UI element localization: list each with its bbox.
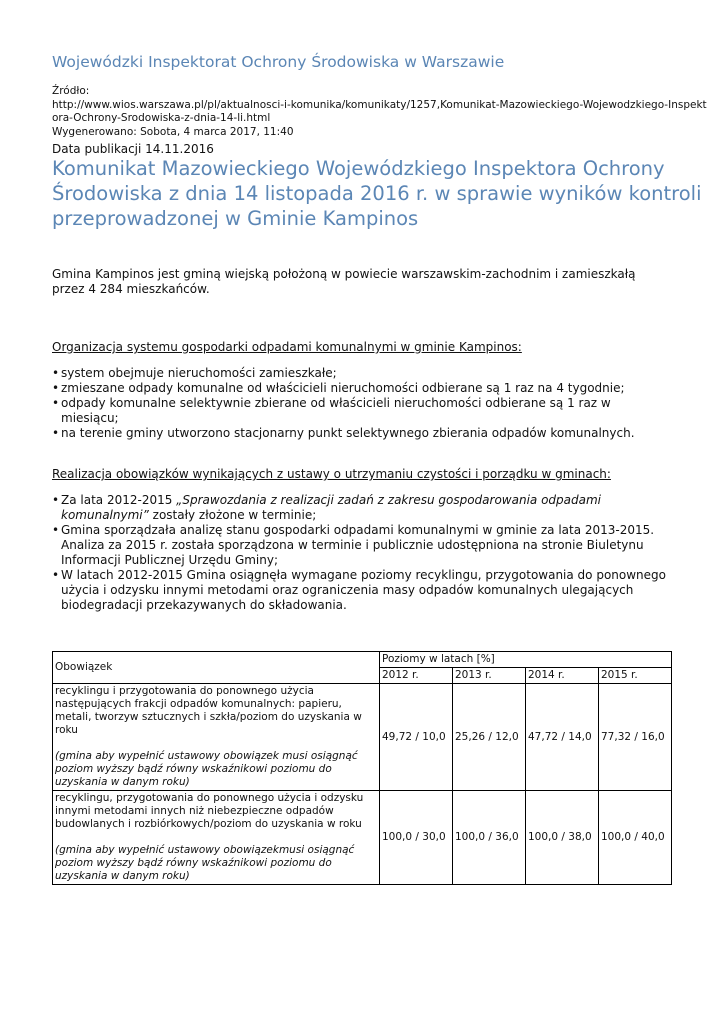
recycling-levels-table	[52, 651, 672, 885]
article-title-line-1: Komunikat Mazowieckiego Wojewódzkiego Inspektora Ochrony	[52, 157, 665, 180]
section-heading-obligations: Realizacja obowiązków wynikających z ustawy o utrzymaniu czystości i porządku w gminach:	[52, 467, 611, 481]
list-item: • system obejmuje nieruchomości zamieszkałe;	[52, 366, 667, 381]
value-cell: 100,0 / 40,0	[599, 791, 672, 885]
list-item: • W latach 2012-2015 Gmina osiągnęła wymagane poziomy recyklingu, przygotowania do ponownego użycia i odzysku innymi metodami oraz ograniczenia masy odpadów komunalnych ulegających biodegradacji przekazywanych do składowania.	[52, 568, 667, 613]
value-cell: 25,26 / 12,0	[453, 684, 526, 791]
generated-timestamp: Wygenerowano: Sobota, 4 marca 2017, 11:40	[52, 125, 294, 138]
intro-paragraph: Gmina Kampinos jest gminą wiejską położoną w powiecie warszawskim-zachodnim i zamieszkałą przez 4 284 mieszkańców.	[52, 267, 636, 296]
value-cell: 100,0 / 36,0	[453, 791, 526, 885]
obligation-note: (gmina aby wypełnić ustawowy obowiązek musi osiągnąć poziom wyższy bądź równy wskaźnikowi poziomu do uzyskania w danym roku)	[55, 750, 358, 788]
header-year: 2015 r.	[599, 668, 672, 684]
table-header-row	[53, 652, 672, 668]
report-title-italic: „Sprawozdania z realizacji zadań z zakresu gospodarowania odpadami komunalnymi”	[61, 493, 601, 522]
obligation-cell	[53, 684, 380, 791]
publication-date: Data publikacji 14.11.2016	[52, 142, 214, 156]
header-year: 2012 r.	[380, 668, 453, 684]
section-heading-organization: Organizacja systemu gospodarki odpadami komunalnymi w gminie Kampinos:	[52, 340, 522, 354]
list-item: • na terenie gminy utworzono stacjonarny punkt selektywnego zbierania odpadów komunalnych.	[52, 426, 667, 441]
organization-title: Wojewódzki Inspektorat Ochrony Środowiska w Warszawie	[52, 53, 505, 71]
list-item: • zmieszane odpady komunalne od właścicieli nieruchomości odbierane są 1 raz na 4 tygodnie;	[52, 381, 667, 396]
list-item: • odpady komunalne selektywnie zbierane od właścicieli nieruchomości odbierane są 1 raz w miesiącu;	[52, 396, 667, 426]
obligation-cell	[53, 791, 380, 885]
obligation-text: recyklingu i przygotowania do ponownego użycia następujących frakcji odpadów komunalnych: papieru, metali, tworzyw sztucznych i szkła/poziom do uzyskania w roku	[55, 685, 362, 736]
value-cell: 49,72 / 10,0	[380, 684, 453, 791]
value-cell: 100,0 / 30,0	[380, 791, 453, 885]
organization-list	[52, 366, 667, 441]
obligations-list	[52, 493, 667, 613]
value-cell: 100,0 / 38,0	[526, 791, 599, 885]
article-title-line-2: Środowiska z dnia 14 listopada 2016 r. w sprawie wyników kontroli	[52, 182, 702, 205]
table-row	[53, 684, 672, 791]
list-item-text: zostały złożone w terminie;	[148, 508, 317, 522]
header-year: 2013 r.	[453, 668, 526, 684]
source-metadata	[52, 85, 707, 139]
article-title-line-3: przeprowadzonej w Gminie Kampinos	[52, 207, 419, 230]
source-url-line-2[interactable]: ora-Ochrony-Srodowiska-z-dnia-14-li.html	[52, 112, 271, 124]
list-item-text: Za lata 2012-2015	[61, 493, 177, 507]
article-title	[52, 156, 702, 231]
value-cell: 47,72 / 14,0	[526, 684, 599, 791]
header-obligation: Obowiązek	[53, 652, 380, 684]
source-label: Źródło:	[52, 85, 90, 97]
value-cell: 77,32 / 16,0	[599, 684, 672, 791]
obligation-text: recyklingu, przygotowania do ponownego użycia i odzysku innymi metodami innych niż niebezpieczne odpadów budowlanych i rozbiórkowych/poziom do uzyskania w roku	[55, 792, 364, 830]
list-item: • Gmina sporządzała analizę stanu gospodarki odpadami komunalnymi w gminie za lata 2013-2015. Analiza za 2015 r. została sporządzona w terminie i publicznie udostępniona na stronie Biuletynu Informacji Publicznej Urzędu Gminy;	[52, 523, 667, 568]
header-year: 2014 r.	[526, 668, 599, 684]
header-levels: Poziomy w latach [%]	[380, 652, 672, 668]
list-item	[52, 493, 667, 523]
source-url-line-1[interactable]: http://www.wios.warszawa.pl/pl/aktualnosci-i-komunika/komunikaty/1257,Komunikat-Mazowieckiego-Wojewodzkiego-Inspekt	[52, 98, 707, 111]
obligation-note: (gmina aby wypełnić ustawowy obowiązekmusi osiągnąć poziom wyższy bądź równy wskaźnikowi poziomu do uzyskania w danym roku)	[55, 844, 355, 882]
table-row	[53, 791, 672, 885]
